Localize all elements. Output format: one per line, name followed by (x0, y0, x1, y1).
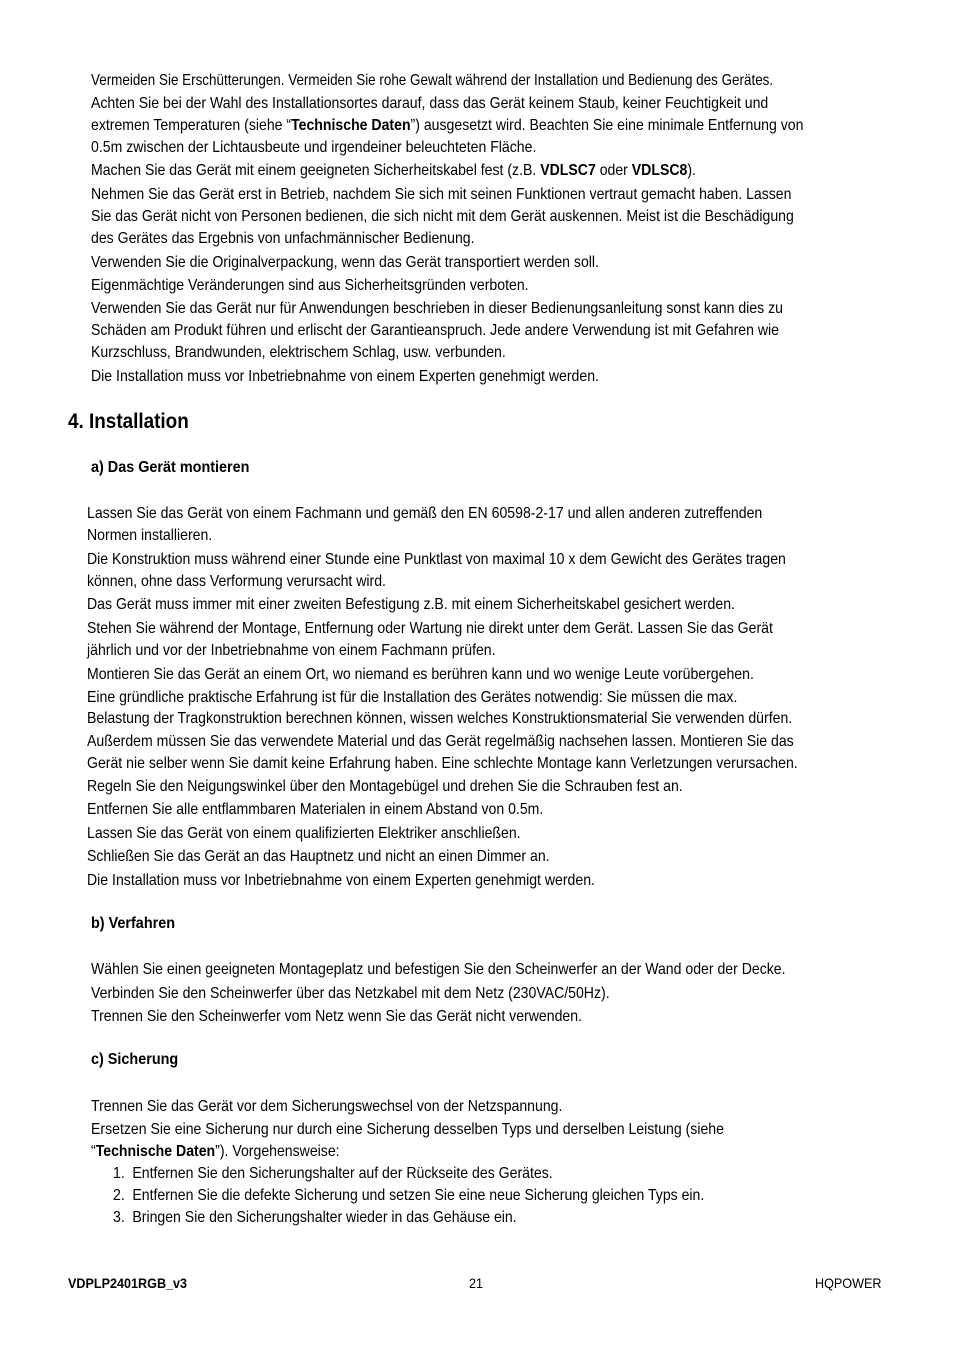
paragraph-line: Die Konstruktion muss während einer Stunde eine Punktlast von maximal 10 x dem Gewicht des Gerätes tragen (87, 551, 786, 568)
paragraph-line: “Technische Daten”). Vorgehensweise: (91, 1143, 340, 1160)
paragraph-line: jährlich und vor der Inbetriebnahme von einem Fachmann prüfen. (87, 642, 496, 659)
paragraph-line: Gerät nie selber wenn Sie damit keine Erfahrung haben. Eine schlechte Montage kann Verletzungen verursachen. (87, 755, 798, 772)
paragraph-line: Eine gründliche praktische Erfahrung ist für die Installation des Gerätes notwendig: Sie müssen die max. (87, 689, 738, 706)
paragraph-line: Außerdem müssen Sie das verwendete Material und das Gerät regelmäßig nachsehen lassen. Montieren Sie das (87, 733, 794, 750)
list-item: 2. Entfernen Sie die defekte Sicherung und setzen Sie eine neue Sicherung gleichen Typs ein. (113, 1187, 705, 1204)
paragraph-line: Wählen Sie einen geeigneten Montageplatz und befestigen Sie den Scheinwerfer an der Wand oder der Decke. (91, 961, 786, 978)
paragraph-line: Ersetzen Sie eine Sicherung nur durch eine Sicherung desselben Typs und derselben Leistung (siehe (91, 1121, 724, 1138)
paragraph-line: Regeln Sie den Neigungswinkel über den Montagebügel und drehen Sie die Schrauben fest an. (87, 778, 683, 795)
paragraph-line: Lassen Sie das Gerät von einem Fachmann und gemäß den EN 60598-2-17 und allen anderen zutreffenden (87, 505, 763, 522)
paragraph-line: Belastung der Tragkonstruktion berechnen können, wissen welches Konstruktionsmaterial Sie verwenden dürfen. (87, 710, 793, 727)
intro-text: Achten Sie bei der Wahl des Installationsortes darauf, dass das Gerät keinem Staub, keiner Feuchtigkeit und (91, 95, 769, 112)
intro-text: Vermeiden Sie Erschütterungen. Vermeiden Sie rohe Gewalt während der Installation und Bedienung des Gerätes. (91, 72, 774, 89)
intro-text: Machen Sie das Gerät mit einem geeigneten Sicherheitskabel fest (z.B. VDLSC7 oder VDLSC8). (91, 162, 696, 179)
paragraph-line: Lassen Sie das Gerät von einem qualifizierten Elektriker anschließen. (87, 825, 521, 842)
intro-text: 0.5m zwischen der Lichtausbeute und irgendeiner beleuchteten Fläche. (91, 139, 537, 156)
paragraph-line: Stehen Sie während der Montage, Entfernung oder Wartung nie direkt unter dem Gerät. Lassen Sie das Gerät (87, 620, 773, 637)
footer-model: VDPLP2401RGB_v3 (68, 1275, 188, 1291)
intro-text: Schäden am Produkt führen und erlischt der Garantieanspruch. Jede andere Verwendung ist mit Gefahren wie (91, 322, 779, 339)
intro-text: Sie das Gerät nicht von Personen bedienen, die sich nicht mit dem Gerät auskennen. Meist ist die Beschädigung (91, 208, 794, 225)
intro-text: Eigenmächtige Veränderungen sind aus Sicherheitsgründen verboten. (91, 277, 529, 294)
subsection-title-b: b) Verfahren (91, 915, 176, 932)
intro-text: Nehmen Sie das Gerät erst in Betrieb, nachdem Sie sich mit seinen Funktionen vertraut gemacht haben. Lassen (91, 186, 792, 203)
paragraph-line: können, ohne dass Verformung verursacht wird. (87, 573, 386, 590)
list-item: 3. Bringen Sie den Sicherungshalter wieder in das Gehäuse ein. (113, 1209, 517, 1226)
paragraph-line: Trennen Sie den Scheinwerfer vom Netz wenn Sie das Gerät nicht verwenden. (91, 1008, 582, 1025)
intro-text: Verwenden Sie die Originalverpackung, wenn das Gerät transportiert werden soll. (91, 254, 599, 271)
paragraph-line: Das Gerät muss immer mit einer zweiten Befestigung z.B. mit einem Sicherheitskabel gesichert werden. (87, 596, 735, 613)
paragraph-line: Verbinden Sie den Scheinwerfer über das Netzkabel mit dem Netz (230VAC/50Hz). (91, 985, 610, 1002)
intro-text: Verwenden Sie das Gerät nur für Anwendungen beschrieben in dieser Bedienungsanleitung sonst kann dies zu (91, 300, 783, 317)
intro-text: Die Installation muss vor Inbetriebnahme von einem Experten genehmigt werden. (91, 368, 599, 385)
list-item: 1. Entfernen Sie den Sicherungshalter auf der Rückseite des Gerätes. (113, 1165, 553, 1182)
paragraph-line: Normen installieren. (87, 527, 213, 544)
paragraph-line: Montieren Sie das Gerät an einem Ort, wo niemand es berühren kann und wo wenige Leute vorübergehen. (87, 666, 754, 683)
section-title: 4. Installation (68, 410, 189, 433)
footer-page-number: 21 (469, 1275, 484, 1291)
subsection-title-a: a) Das Gerät montieren (91, 459, 250, 476)
footer-brand: HQPOWER (815, 1275, 882, 1291)
paragraph-line: Trennen Sie das Gerät vor dem Sicherungswechsel von der Netzspannung. (91, 1098, 563, 1115)
intro-text: des Gerätes das Ergebnis von unfachmännischer Bedienung. (91, 230, 475, 247)
intro-text: extremen Temperaturen (siehe “Technische Daten”) ausgesetzt wird. Beachten Sie eine minimale Entfernung von (91, 117, 804, 134)
intro-text: Kurzschluss, Brandwunden, elektrischem Schlag, usw. verbunden. (91, 344, 506, 361)
paragraph-line: Die Installation muss vor Inbetriebnahme von einem Experten genehmigt werden. (87, 872, 595, 889)
paragraph-line: Entfernen Sie alle entflammbaren Materialen in einem Abstand von 0.5m. (87, 801, 544, 818)
subsection-title-c: c) Sicherung (91, 1051, 179, 1068)
paragraph-line: Schließen Sie das Gerät an das Hauptnetz und nicht an einen Dimmer an. (87, 848, 550, 865)
